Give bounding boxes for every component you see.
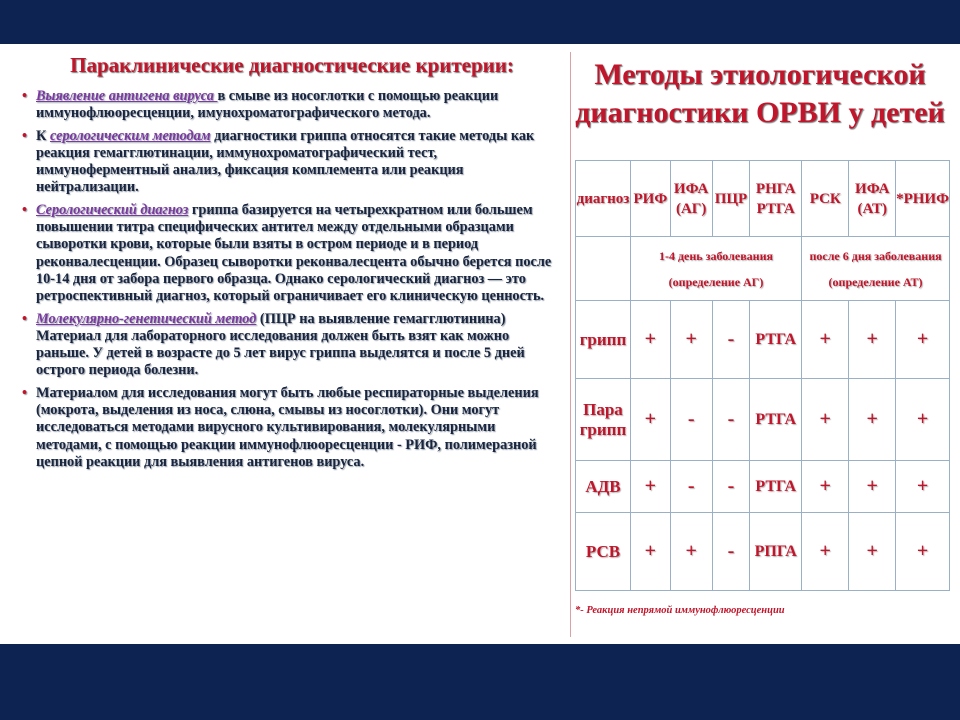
bullet-highlight: Выявление антигена вируса	[36, 88, 218, 104]
bullet-text: (ПЦР на выявление гемагглютинина) Материал для лабораторного исследования должен быть взят как можно раньше. У детей в возрасте до 5 лет вирус гриппа выделятся и после 5 дней острого периода болезни.	[36, 310, 525, 379]
table-cell: -	[670, 461, 712, 513]
header-cell: *РНИФ	[896, 161, 950, 237]
period-right-line-2: (определение АТ)	[828, 274, 923, 289]
table-cell: +	[896, 301, 950, 379]
top-band	[0, 0, 960, 44]
table-cell: +	[630, 301, 670, 379]
table-cell: -	[712, 301, 750, 379]
header-cell: ИФА (АТ)	[849, 161, 896, 237]
table-cell: +	[802, 379, 849, 461]
table-cell: +	[670, 301, 712, 379]
bottom-band	[0, 644, 960, 720]
bullet-prefix: К	[36, 127, 50, 144]
table-row	[576, 379, 950, 461]
table-cell: +	[630, 379, 670, 461]
table-row	[576, 461, 950, 513]
table-cell: РТГА	[750, 379, 802, 461]
row-name-cell: АДВ	[576, 461, 631, 513]
left-title: Параклинические диагностические критерии:	[70, 53, 514, 77]
bullet-text: Материалом для исследования могут быть любые респираторные выделения (мокрота, выделения из носа, слюна, смывы из носоглотки). Они могут исследоваться методами вирусного культивирования, молекулярными методами, с помощью реакции иммунофлюоресценции - РИФ, полимеразной цепной реакции для выявления антигенов вируса.	[36, 384, 539, 470]
list-item	[22, 311, 562, 380]
table-cell: РПГА	[750, 513, 802, 591]
bullet-highlight: серологическим методам	[49, 127, 211, 144]
table-header-row	[576, 161, 950, 237]
table-footnote: *- Реакция непрямой иммунофлюоресценции	[575, 605, 785, 616]
bullet-text: диагностики гриппа относятся такие методы как реакция гемагглютинации, иммунохроматографический тест, иммуноферментный анализ, фиксация комплемента или реакция нейтрализации.	[36, 127, 535, 196]
header-cell: РСК	[802, 161, 849, 237]
table-cell: +	[802, 301, 849, 379]
table-cell: +	[849, 513, 896, 591]
column-divider	[570, 52, 571, 637]
table-cell: +	[849, 301, 896, 379]
table-cell: РТГА	[750, 301, 802, 379]
list-item	[22, 202, 562, 306]
table-row	[576, 301, 950, 379]
right-column	[570, 52, 950, 637]
table-cell: +	[896, 379, 950, 461]
bullet-icon: •	[22, 201, 28, 218]
period-left-line-2: (определение АГ)	[668, 274, 764, 289]
table-cell: -	[712, 379, 750, 461]
table-cell: +	[849, 379, 896, 461]
right-title-line-1: Методы этиологической	[594, 58, 926, 91]
left-column	[22, 52, 562, 637]
list-item	[22, 88, 562, 123]
table-cell: +	[802, 513, 849, 591]
bullet-highlight: Молекулярно-генетический метод	[36, 310, 257, 327]
header-cell: ИФА (АГ)	[670, 161, 712, 237]
bullet-highlight: Серологический диагноз	[36, 201, 189, 218]
table-cell: -	[712, 513, 750, 591]
row-name-cell: грипп	[576, 301, 631, 379]
bullet-text: в смыве из носоглотки с помощью реакции иммунофлюоресценции, имунохроматографического метода.	[36, 88, 499, 122]
period-left-line-1: 1-4 день заболевания	[658, 248, 774, 263]
table-cell: +	[630, 461, 670, 513]
bullet-text: гриппа базируется на четырехкратном или большем повышении титра специфических антител между отдельными образцами сыворотки крови, которые были взяты в остром периоде и в период реконвалесценции. Образец сыворотки реконвалесцента обычно берется после 10-14 дня от забора первого образца. Однако серологический диагноз — это ретроспективный диагноз, который ограничивает его клиническую ценность.	[36, 201, 552, 305]
right-title-line-2: диагностики ОРВИ у детей	[575, 96, 945, 129]
table-row	[576, 513, 950, 591]
bullet-icon: •	[22, 384, 28, 401]
diagnostics-table	[575, 160, 950, 591]
table-cell: +	[630, 513, 670, 591]
table-cell: +	[849, 461, 896, 513]
header-cell: ПЦР	[712, 161, 750, 237]
table-cell: +	[896, 461, 950, 513]
period-left-cell	[630, 237, 801, 301]
table-cell: +	[670, 513, 712, 591]
period-right-line-1: после 6 дня заболевания	[809, 248, 942, 263]
list-item	[22, 385, 562, 471]
criteria-list	[22, 88, 562, 471]
table-cell: РТГА	[750, 461, 802, 513]
header-cell: РИФ	[630, 161, 670, 237]
bullet-icon: •	[22, 310, 28, 327]
period-empty-cell	[576, 237, 631, 301]
table-period-row	[576, 237, 950, 301]
period-right-cell	[802, 237, 950, 301]
table-cell: -	[670, 379, 712, 461]
header-cell: РНГА РТГА	[750, 161, 802, 237]
table-cell: -	[712, 461, 750, 513]
right-title	[570, 56, 950, 132]
list-item	[22, 128, 562, 197]
bullet-icon: •	[22, 127, 28, 144]
row-name-cell: РСВ	[576, 513, 631, 591]
bullet-icon: •	[22, 88, 28, 104]
table-cell: +	[802, 461, 849, 513]
table-cell: +	[896, 513, 950, 591]
header-cell: диагноз	[576, 161, 631, 237]
row-name-cell: Пара грипп	[576, 379, 631, 461]
